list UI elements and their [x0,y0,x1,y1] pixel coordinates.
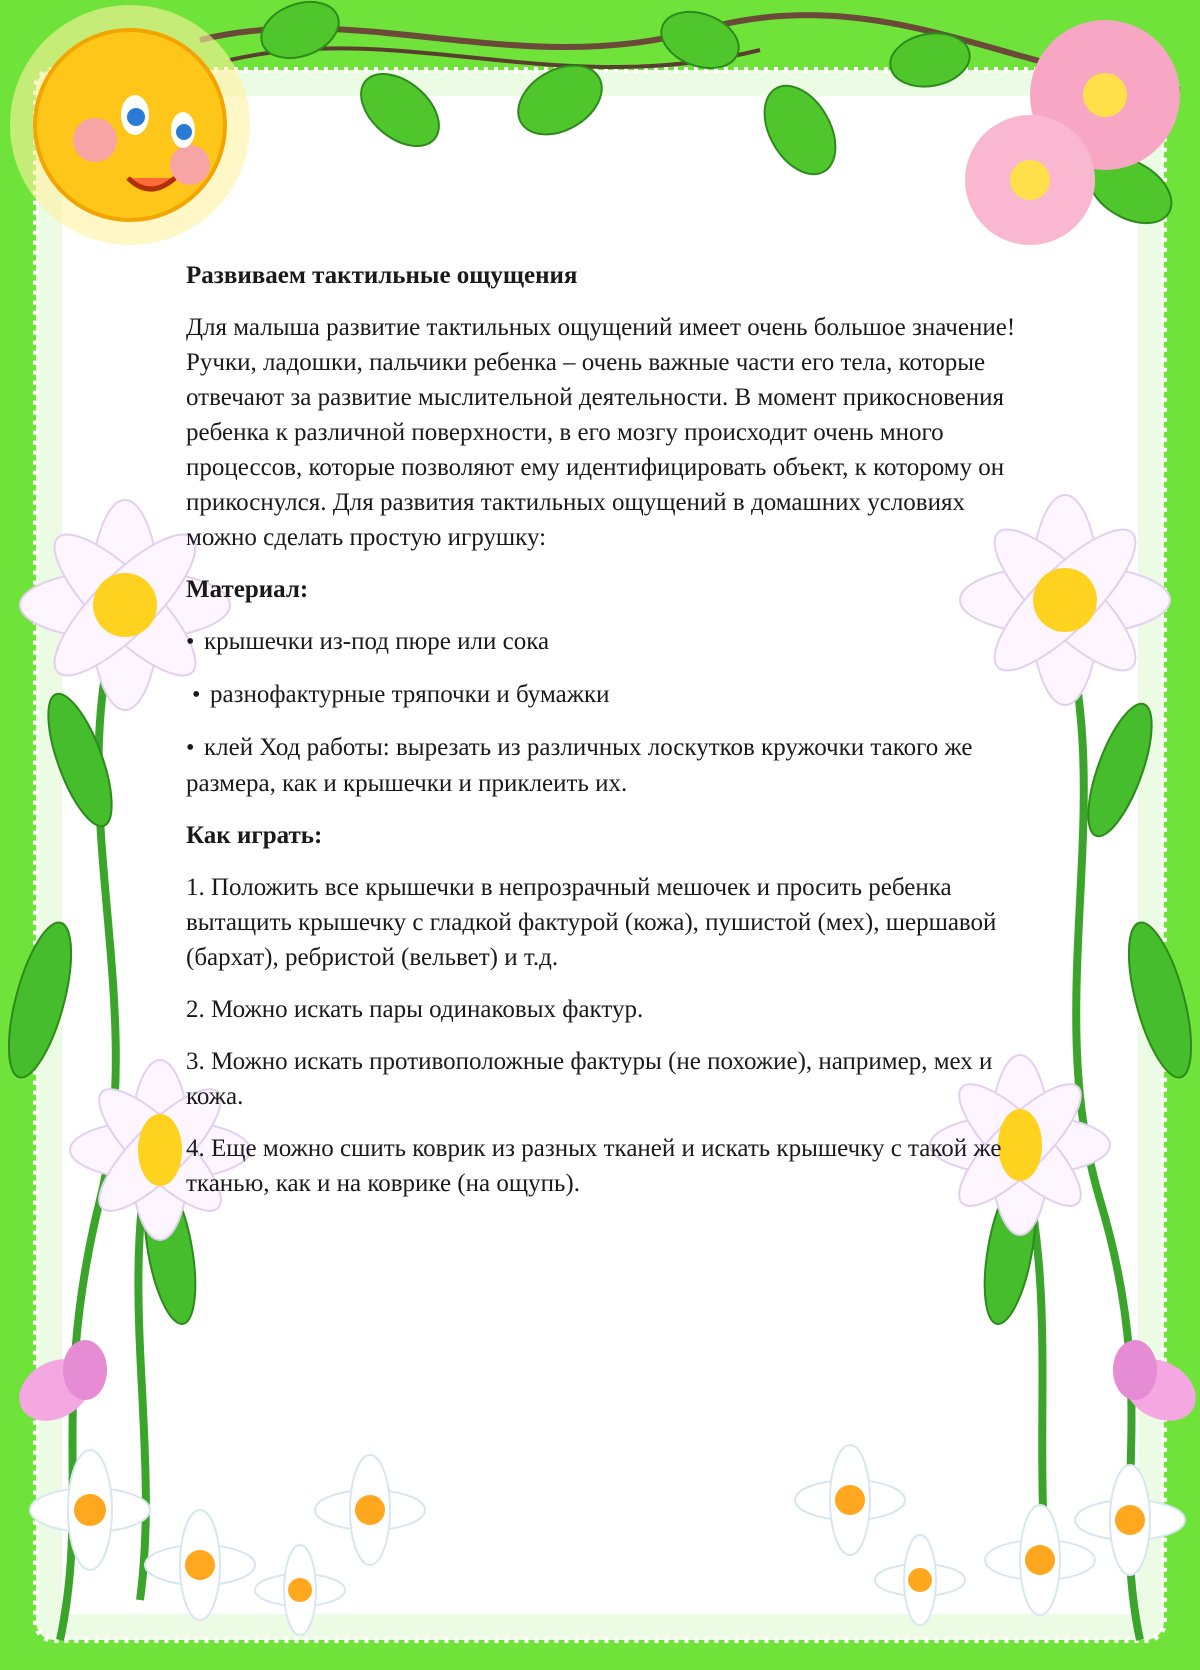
material-item: • разнофактурные тряпочки и бумажки [186,677,1026,713]
bullet-icon: • [186,629,195,655]
play-heading: Как играть: [186,822,323,849]
material-item: • крышечки из-под пюре или сока [186,624,1026,660]
step-item: 4. Еще можно сшить коврик из разных тканей и искать крышечку с такой же тканью, как и на коврике (на ощупь). [186,1135,1002,1197]
step-item: 1. Положить все крышечки в непрозрачный мешочек и просить ребенка вытащить крышечку с гладкой фактурой (кожа), пушистой (мех), шершавой (бархат), ребристой (вельвет) и т.д. [186,874,997,971]
material-heading: Материал: [186,576,309,603]
step-item: 3. Можно искать противоположные фактуры (не похожие), например, мех и кожа. [186,1048,993,1110]
document-body [186,258,1026,1218]
document-title: Развиваем тактильные ощущения [186,262,578,289]
bullet-icon: • [192,682,201,708]
intro-paragraph: Для малыша развитие тактильных ощущений имеет очень большое значение! Ручки, ладошки, пальчики ребенка – очень важные части его тела, которые отвечают за развитие мыслительной деятельности. В момент прикосновения ребенка к различной поверхности, в его мозгу происходит очень много процессов, которые позволяют ему идентифицировать объект, к которому он прикоснулся. Для развития тактильных ощущений в домашних условиях можно сделать простую игрушку: [186,314,1016,551]
step-item: 2. Можно искать пары одинаковых фактур. [186,996,644,1023]
material-item: • клей Ход работы: вырезать из различных лоскутков кружочки такого же размера, как и крышечки и приклеить их. [186,730,1026,801]
bullet-icon: • [186,735,195,761]
